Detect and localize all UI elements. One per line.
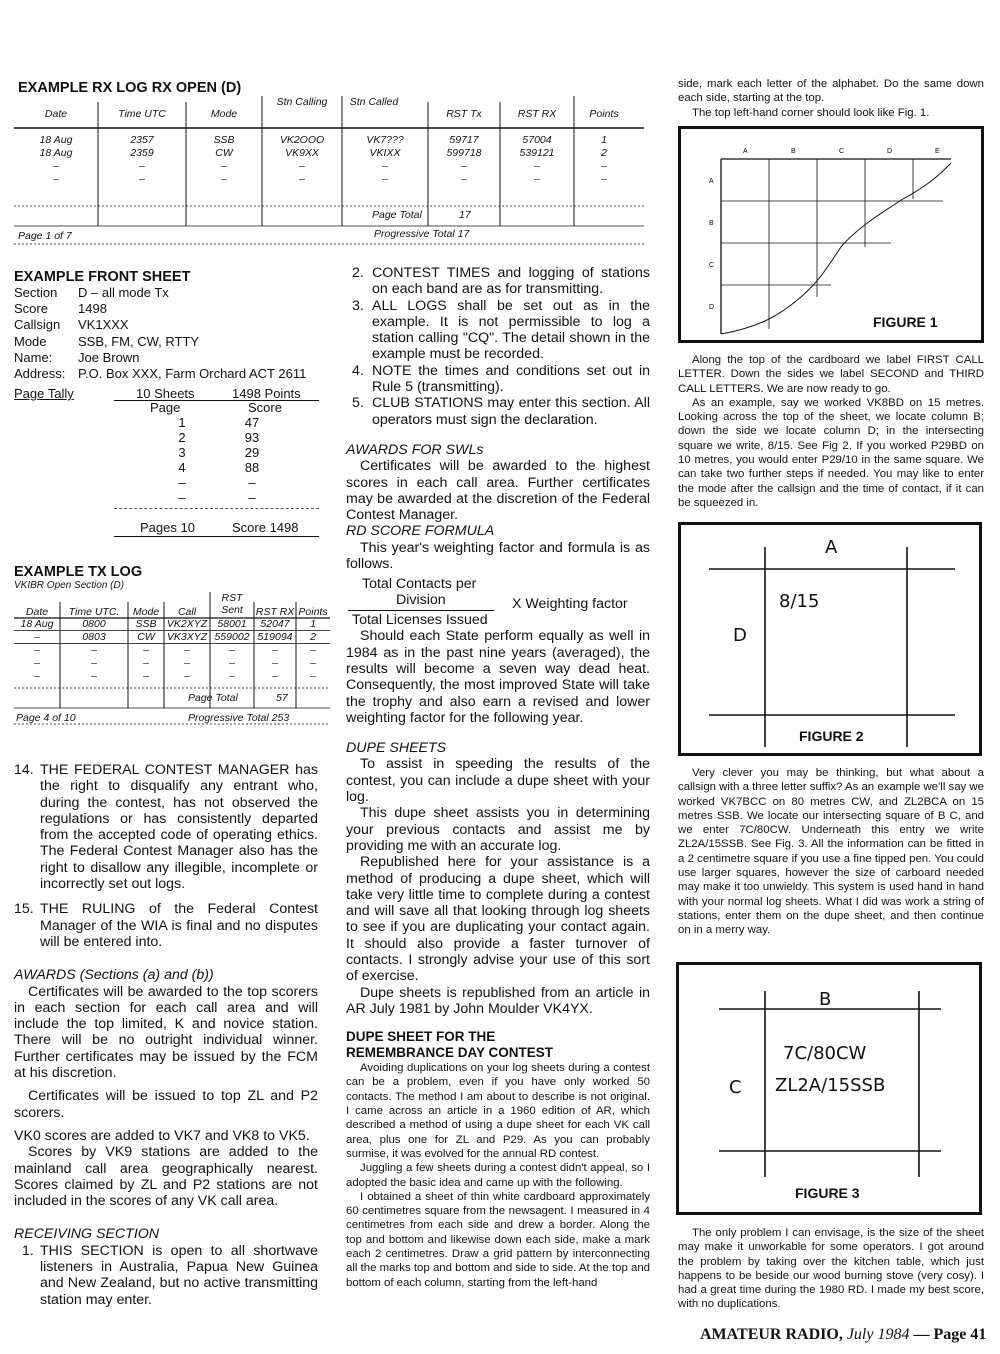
rx-cell: – <box>299 160 305 172</box>
fig1-col-label: E <box>935 148 940 155</box>
figure-2-col-a: A <box>825 537 838 558</box>
tx-page-total-label: Page Total <box>188 692 238 704</box>
awards-p1: Certificates will be awarded to the top scorers in each section for each call area and will include the top limited, K and novice station. There will be no outright individual winner. Further certificates may be issued by the FCM at his discretion. <box>14 983 318 1082</box>
tally-cell: 3 <box>178 445 186 460</box>
formula-top1: Total Contacts per <box>362 576 477 593</box>
front-sheet-field: Callsign VK1XXX <box>14 317 129 333</box>
rx-cell: VK9XX <box>285 147 319 159</box>
tx-h-mode: Mode <box>132 606 160 618</box>
tx-cell: 18 Aug <box>20 618 54 630</box>
c3-p2: Along the top of the cardboard we label FIRST CALL LETTER. Down the sides we label SECOND and THIRD CALL LETTERS. We are now ready to go. <box>678 354 984 395</box>
fig1-row-label: A <box>709 178 714 185</box>
rx-h-mode: Mode <box>210 108 238 120</box>
tx-h-points: Points <box>298 606 328 618</box>
tx-log-table <box>14 592 330 732</box>
column-3-mid <box>678 353 984 510</box>
figure-3-col-b: B <box>819 989 832 1010</box>
column-3-top <box>678 77 984 120</box>
tx-cell: – <box>229 644 235 656</box>
tx-cell: – <box>229 670 235 682</box>
rx-cell: 1 <box>601 134 607 146</box>
rx-page-label: Page 1 of 7 <box>18 230 72 242</box>
tx-h-rst-sent: RST Sent <box>221 592 243 616</box>
rx-cell: VK2OOO <box>279 134 325 146</box>
rd-p: This year's weighting factor and formula is as follows. <box>346 539 650 573</box>
figure-3-entry-2: ZL2A/15SSB <box>775 1075 886 1096</box>
figure-2 <box>678 522 982 756</box>
rd-p2: Should each State perform equally as well in 1984 as in the past nine years (averaged), the results will become a seven way dead heat. Consequently, the most improved State will take the trophy and also earn a revised and lower weighting factor for the following year. <box>346 628 650 726</box>
tally-cell: 2 <box>178 430 186 445</box>
tx-cell: – <box>143 670 149 682</box>
rx-cell: – <box>382 160 388 172</box>
rx-cell: 539121 <box>519 147 555 159</box>
rule-14: 14. THE FEDERAL CONTEST MANAGER has the right to disqualify any entrant who, during the contest, has not observed the regulations or has consistently departed from the accepted code of operating ethics. The Federal Contest Manager also has the right to disallow any illegible, incomplete or incorrectly set out logs. <box>14 762 318 893</box>
tx-cell: 559002 <box>214 631 250 643</box>
tally-sheets: 10 Sheets <box>136 386 195 401</box>
awards-p2: Certificates will be issued to top ZL and P2 scorers. <box>14 1088 318 1121</box>
fig1-row-label: C <box>709 262 715 269</box>
tally-cell: 88 <box>244 460 260 475</box>
tx-cell: 58001 <box>217 618 247 630</box>
c3-p0: side, mark each letter of the alphabet. Do the same down each side, starting at the top. <box>678 78 984 105</box>
recv-5: 5. CLUB STATIONS may enter this section. All operators must sign the declaration. <box>352 395 650 428</box>
rx-cell: – <box>139 160 145 172</box>
rx-cell: CW <box>215 147 233 159</box>
dupe-p3: Republished here for your assistance is a method of producing a dupe sheet, which will take very little time to complete during a contest and will save all that looking through log sheets to see if you are duplicating your contact again. It should also provide a faster turnover of contacts. I strongly advise your use of this sort of exercise. <box>346 854 650 985</box>
rx-cell: 18 Aug <box>39 147 73 159</box>
article-p3: I obtained a sheet of thin white cardboard approximately 60 centimetres square from the newsagent. I measured in 4 centimetres from each side and drew a border. Along the top and bottom and likewise down each side, make a mark each 2 centimetres. Draw a grid pattern by interconnecting all the marks top and bottom and side to side. At the top and bottom of each column, starting from the left-hand <box>346 1190 650 1289</box>
rx-cell: – <box>601 173 607 185</box>
tx-log-subtitle: VKIBR Open Section (D) <box>14 580 125 591</box>
tx-cell: 0800 <box>82 618 106 630</box>
front-sheet-fields <box>14 285 306 382</box>
rule-15: 15. THE RULING of the Federal Contest Manager of the WIA is final and no disputes will be entered into. <box>14 901 318 950</box>
c3-p4: Very clever you may be thinking, but what about a callsign with a three letter suffix? As an example we'll say we worked VK7BCC on 80 metres CW, and ZL2BCA on 15 metres SSB. We locate our intersecting square of B C, and we enter 7C/80CW. Underneath this entry we write ZL2A/15SSB. See Fig. 3. All the information can be fitted in a 2 centimetre square if you use a fine tipped pen. You could use larger squares, however the size of carboard needed may make it too unwieldy. This system is used hand in hand with your normal log sheets. What I did was work a string of stations, enter them on the dupe sheet, and then continue on in a merry way. <box>678 767 984 937</box>
rx-page-total-value: 17 <box>459 209 471 221</box>
figure-1-label: FIGURE 1 <box>873 314 938 330</box>
rx-cell: – <box>139 173 145 185</box>
tx-cell: 2 <box>310 631 316 643</box>
tally-col-score: Score <box>248 400 282 415</box>
figure-1-grid <box>681 129 981 340</box>
fig1-col-label: D <box>887 148 893 155</box>
c3-p1: The top left-hand corner should look like Fig. 1. <box>692 106 930 119</box>
tx-cell: 1 <box>310 618 316 630</box>
receiving-1: 1. THIS SECTION is open to all shortwave listeners in Australia, Papua New Guinea and New Zealand, but no active transmitting station may enter. <box>22 1242 318 1308</box>
rx-page-total-label: Page Total <box>372 209 422 221</box>
rx-cell: 18 Aug <box>39 134 73 146</box>
tx-cell: – <box>91 670 97 682</box>
tx-cell: – <box>310 657 316 669</box>
fig1-col-label: B <box>791 148 796 155</box>
tx-page-total-value: 57 <box>276 692 288 704</box>
fig1-row-label: D <box>709 304 715 311</box>
rx-h-calling: Stn Calling <box>276 96 328 108</box>
swl-heading: AWARDS FOR SWLs <box>346 441 484 458</box>
rx-cell: – <box>53 160 59 172</box>
tally-score-total: Score 1498 <box>232 520 299 535</box>
rx-cell: – <box>534 173 540 185</box>
tx-log-title: EXAMPLE TX LOG <box>14 564 143 580</box>
rx-h-points: Points <box>589 108 619 120</box>
tx-cell: – <box>34 631 40 643</box>
rx-cell: – <box>461 160 467 172</box>
awards-p3: VK0 scores are added to VK7 and VK8 to VK5. <box>14 1127 310 1144</box>
tx-cell: – <box>91 657 97 669</box>
article-p1: Avoiding duplications on your log sheets during a contest can be a problem, even if you have only worked 50 contacts. The method I am about to describe is not original. I came across an article in a 1960 edition of AR, which described a method of using a dupe sheet for each VK call area, plus one for ZL and P29. As you can probably surmise, it was evolved for the annual RD contest. <box>346 1062 650 1160</box>
tx-cell: CW <box>137 631 155 643</box>
front-sheet-field: Score 1498 <box>14 301 107 317</box>
rx-cell: 2357 <box>130 134 154 146</box>
tally-cell: – <box>248 475 256 490</box>
tx-progressive: Progressive Total 253 <box>188 712 290 724</box>
tx-cell: – <box>272 644 278 656</box>
figure-1 <box>678 126 984 343</box>
rx-cell: VKIXX <box>369 147 401 159</box>
recv-2: 2. CONTEST TIMES and logging of stations on each band are as for transmitting. <box>352 265 650 298</box>
rd-heading: RD SCORE FORMULA <box>346 523 495 540</box>
formula-top2: Division <box>396 592 446 609</box>
rx-cell: – <box>221 173 227 185</box>
recv-4: 4. NOTE the times and conditions set out in Rule 5 (transmitting). <box>352 362 650 396</box>
rx-cell: – <box>299 173 305 185</box>
tx-cell: – <box>272 657 278 669</box>
tx-cell: – <box>34 670 40 682</box>
rx-h-time: Time UTC <box>118 108 166 120</box>
column-3-bottom <box>678 1226 984 1312</box>
footer-mag: AMATEUR RADIO, <box>700 1326 843 1343</box>
rx-cell: – <box>382 173 388 185</box>
front-sheet-field: Mode SSB, FM, CW, RTTY <box>14 333 200 349</box>
tx-h-rst-rx: RST RX <box>255 606 295 618</box>
tx-cell: – <box>184 644 190 656</box>
tx-cell: – <box>91 644 97 656</box>
rx-cell: 599718 <box>446 147 482 159</box>
rx-progressive: Progressive Total 17 <box>374 228 470 240</box>
awards-p4: Scores by VK9 stations are added to the mainland call area geographically nearest. Scores claimed by ZL and P2 stations are not included in the scores of any VK call area. <box>14 1144 318 1210</box>
rx-cell: 57004 <box>522 134 552 146</box>
figure-3 <box>676 962 982 1215</box>
figure-3-row-c: C <box>729 1077 742 1098</box>
tally-pages-total: Pages 10 <box>140 520 195 535</box>
formula <box>346 574 650 628</box>
tx-cell: 0803 <box>82 631 106 643</box>
tx-cell: – <box>143 644 149 656</box>
fig1-col-label: A <box>743 148 748 155</box>
rx-cell: 2 <box>601 147 607 159</box>
tally-col-page: Page <box>150 400 181 415</box>
figure-2-grid <box>681 525 979 753</box>
tally-cell: – <box>178 475 186 490</box>
front-sheet-field: Address: P.O. Box XXX, Farm Orchard ACT 2611 <box>14 366 307 382</box>
tx-page-label: Page 4 of 10 <box>16 712 76 724</box>
rx-cell: – <box>53 173 59 185</box>
front-sheet-field: Name: Joe Brown <box>14 349 140 365</box>
tx-cell: VK3XYZ <box>166 631 208 643</box>
article-p2: Juggling a few sheets during a contest didn't appeal, so I adopted the basic idea and came up with the following. <box>346 1162 650 1189</box>
rx-cell: VK7??? <box>366 134 404 146</box>
rx-cell: – <box>601 160 607 172</box>
figure-2-row-d: D <box>733 625 747 646</box>
tx-cell: – <box>229 657 235 669</box>
rx-h-date: Date <box>44 108 68 120</box>
receiving-heading: RECEIVING SECTION <box>14 1226 160 1243</box>
tx-cell: 52047 <box>260 618 290 630</box>
dupe-p4: Dupe sheets is republished from an article in AR July 1981 by John Moulder VK4YX. <box>346 984 650 1017</box>
tx-h-date: Date <box>25 606 49 618</box>
fig1-col-label: C <box>839 148 845 155</box>
formula-bottom: Total Licenses Issued <box>352 612 488 629</box>
tally-cell: 93 <box>244 430 260 445</box>
tx-cell: – <box>184 657 190 669</box>
rx-cell: – <box>461 173 467 185</box>
dupe-p1: To assist in speeding the results of the contest, you can include a dupe sheet with your log. <box>346 756 650 806</box>
figure-3-label: FIGURE 3 <box>795 1185 860 1201</box>
formula-right: X Weighting factor <box>512 596 628 613</box>
tx-cell: SSB <box>135 618 157 630</box>
tx-h-time: Time UTC. <box>68 606 120 618</box>
awards-heading: AWARDS (Sections (a) and (b)) <box>14 967 214 984</box>
dupe-heading: DUPE SHEETS <box>346 740 447 757</box>
tally-cell: – <box>178 490 186 505</box>
column-1 <box>14 762 318 1308</box>
footer-date: July 1984 <box>846 1326 910 1343</box>
tx-cell: VK2XYZ <box>166 618 208 630</box>
tx-cell: – <box>310 644 316 656</box>
figure-2-label: FIGURE 2 <box>799 728 864 744</box>
figure-3-entry-1: 7C/80CW <box>783 1043 867 1064</box>
tally-cell: 4 <box>178 460 186 475</box>
tally-cell: – <box>248 490 256 505</box>
front-sheet-title: EXAMPLE FRONT SHEET <box>14 269 191 285</box>
rx-cell: SSB <box>213 134 235 146</box>
tx-cell: – <box>184 670 190 682</box>
footer-page: — Page 41 <box>913 1326 987 1343</box>
tx-cell: – <box>272 670 278 682</box>
rx-log-title: EXAMPLE RX LOG RX OPEN (D) <box>18 80 242 96</box>
rx-h-rsttx: RST Tx <box>446 108 482 120</box>
column-3-lower <box>678 766 984 938</box>
front-sheet-field: Section D – all mode Tx <box>14 285 169 300</box>
c3-p5: The only problem I can envisage, is the size of the sheet may make it unworkable for some operators. I got around the problem by taking over the kitchen table, which just happens to be beside our wood burning stove (very cosy). I had a great time during the 1980 RD. I made my best score, with no duplications. <box>678 1227 984 1311</box>
article-heading: DUPE SHEET FOR THE REMEMBRANCE DAY CONTEST <box>346 1029 554 1061</box>
swl-p: Certificates will be awarded to the highest scores in each call area. Further certificates may be awarded at the discretion of the Federal Contest Manager. <box>346 458 650 524</box>
rx-h-called: Stn Called <box>349 96 399 108</box>
rx-cell: – <box>221 160 227 172</box>
c3-p3: As an example, say we worked VK8BD on 15 metres. Looking across the top of the sheet, we locate column B; down the side we locate column D; in the intersecting square we write, 8/15. See Fig 2. If you worked P29BD on 10 metres, you would enter P29/10 in the same square. We can take two further steps if needed. You may like to enter the mode after the callsign and the time of contact, if it can be squeezed in. <box>678 396 984 509</box>
tx-h-call: Call <box>177 606 197 618</box>
tally-cell: 47 <box>244 415 260 430</box>
rx-cell: 2359 <box>130 147 154 159</box>
tally-cell: 29 <box>244 445 260 460</box>
tally-cell: 1 <box>178 415 186 430</box>
rx-cell: – <box>534 160 540 172</box>
tx-cell: – <box>34 644 40 656</box>
tally-points: 1498 Points <box>232 386 301 401</box>
fig1-row-label: B <box>709 220 714 227</box>
tx-cell: 519094 <box>257 631 293 643</box>
figure-2-entry: 8/15 <box>779 591 820 612</box>
footer <box>700 1326 986 1344</box>
tx-cell: – <box>34 657 40 669</box>
rx-h-rstrx: RST RX <box>517 108 557 120</box>
column-2 <box>346 265 650 1290</box>
tally-label: Page Tally <box>14 386 74 401</box>
recv-3: 3. ALL LOGS shall be set out as in the example. It is not permissible to log a station calling "CQ". The detail shown in the example must be recorded. <box>352 297 650 363</box>
tx-cell: – <box>310 670 316 682</box>
dupe-p2: This dupe sheet assists you in determining your previous contacts and assist me by providing me with an accurate log. <box>346 805 650 854</box>
rx-cell: 59717 <box>449 134 479 146</box>
tx-cell: – <box>143 657 149 669</box>
